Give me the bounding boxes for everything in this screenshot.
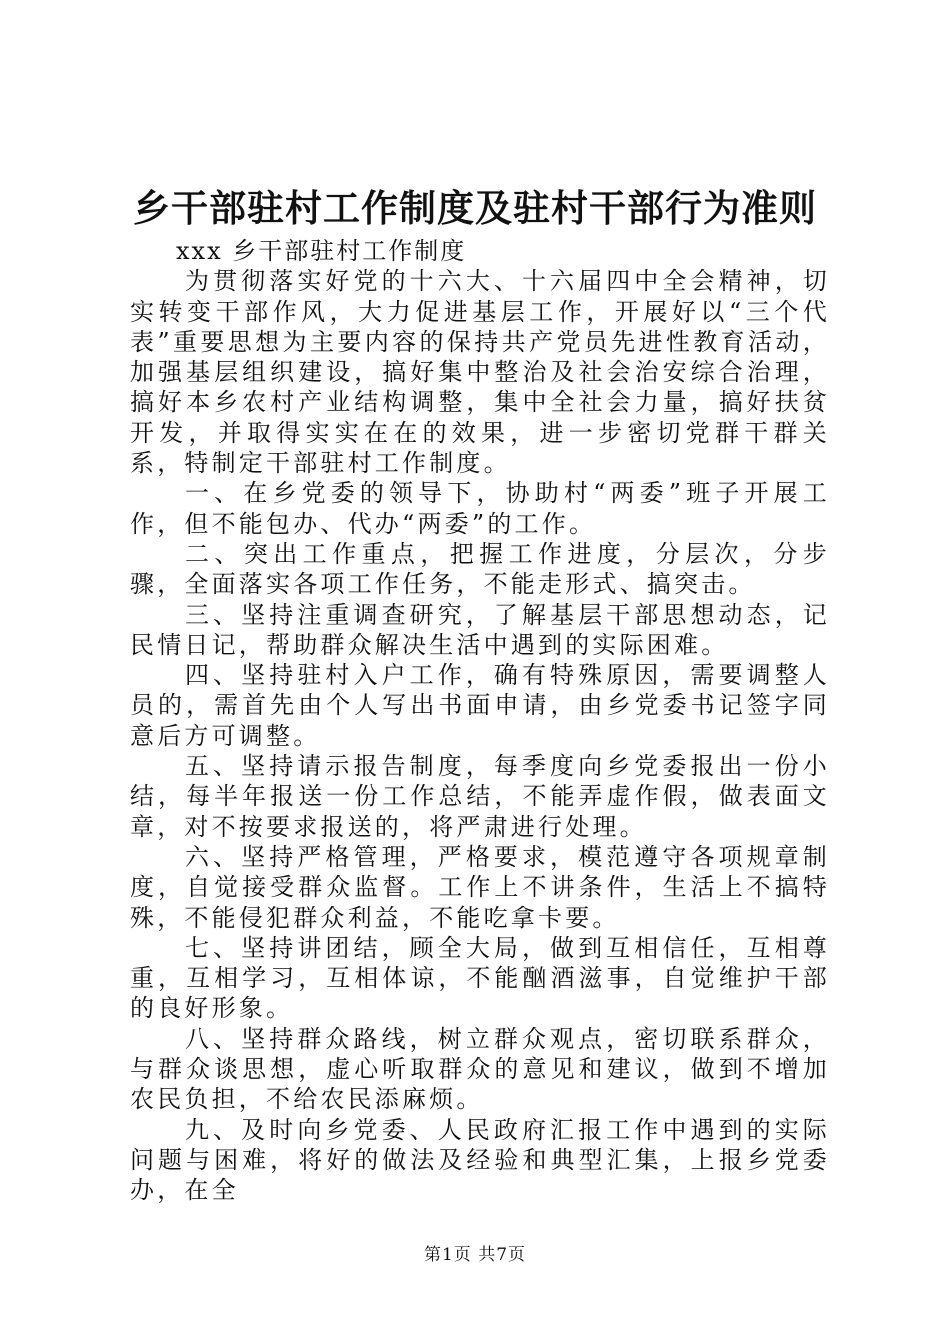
- rule-paragraph-8: 八、坚持群众路线，树立群众观点，密切联系群众，与群众谈思想，虚心听取群众的意见和建议，做到不增加农民负担，不给农民添麻烦。: [130, 1024, 830, 1114]
- rule-paragraph-2: 二、突出工作重点，把握工作进度，分层次，分步骤，全面落实各项工作任务，不能走形式、搞突击。: [130, 539, 830, 599]
- section-subtitle: xxx 乡干部驻村工作制度: [176, 237, 467, 265]
- rule-paragraph-7: 七、坚持讲团结，顾全大局，做到互相信任，互相尊重，互相学习，互相体谅，不能酗酒滋事，自觉维护干部的良好形象。: [130, 933, 830, 1023]
- document-title: 乡干部驻村工作制度及驻村干部行为准则: [133, 186, 817, 230]
- rule-paragraph-3: 三、坚持注重调查研究，了解基层干部思想动态，记民情日记，帮助群众解决生活中遇到的实际困难。: [130, 600, 830, 659]
- intro-paragraph: 为贯彻落实好党的十六大、十六届四中全会精神，切实转变干部作风，大力促进基层工作，开展好以“三个代表”重要思想为主要内容的保持共产党员先进性教育活动，加强基层组织建设，搞好集中整治及社会治安综合治理，搞好本乡农村产业结构调整，集中全社会力量，搞好扶贫开发，并取得实实在在的效果，进一步密切党群干群关系，特制定干部驻村工作制度。: [130, 267, 830, 478]
- rule-paragraph-6: 六、坚持严格管理，严格要求，模范遵守各项规章制度，自觉接受群众监督。工作上不讲条件，生活上不搞特殊，不能侵犯群众利益，不能吃拿卡要。: [130, 842, 830, 932]
- rule-paragraph-4: 四、坚持驻村入户工作，确有特殊原因，需要调整人员的，需首先由个人写出书面申请，由乡党委书记签字同意后方可调整。: [130, 661, 830, 750]
- page-number-footer: 第1页 共7页: [423, 1245, 527, 1265]
- document-body: [130, 236, 830, 1206]
- rule-paragraph-5: 五、坚持请示报告制度，每季度向乡党委报出一份小结，每半年报送一份工作总结，不能弄虚作假，做表面文章，对不按要求报送的，将严肃进行处理。: [130, 752, 830, 841]
- rule-paragraph-9: 九、及时向乡党委、人民政府汇报工作中遇到的实际问题与困难，将好的做法及经验和典型汇集，上报乡党委办，在全: [130, 1115, 830, 1205]
- rule-paragraph-1: 一、在乡党委的领导下，协助村“两委”班子开展工作，但不能包办、代办“两委”的工作。: [130, 479, 830, 538]
